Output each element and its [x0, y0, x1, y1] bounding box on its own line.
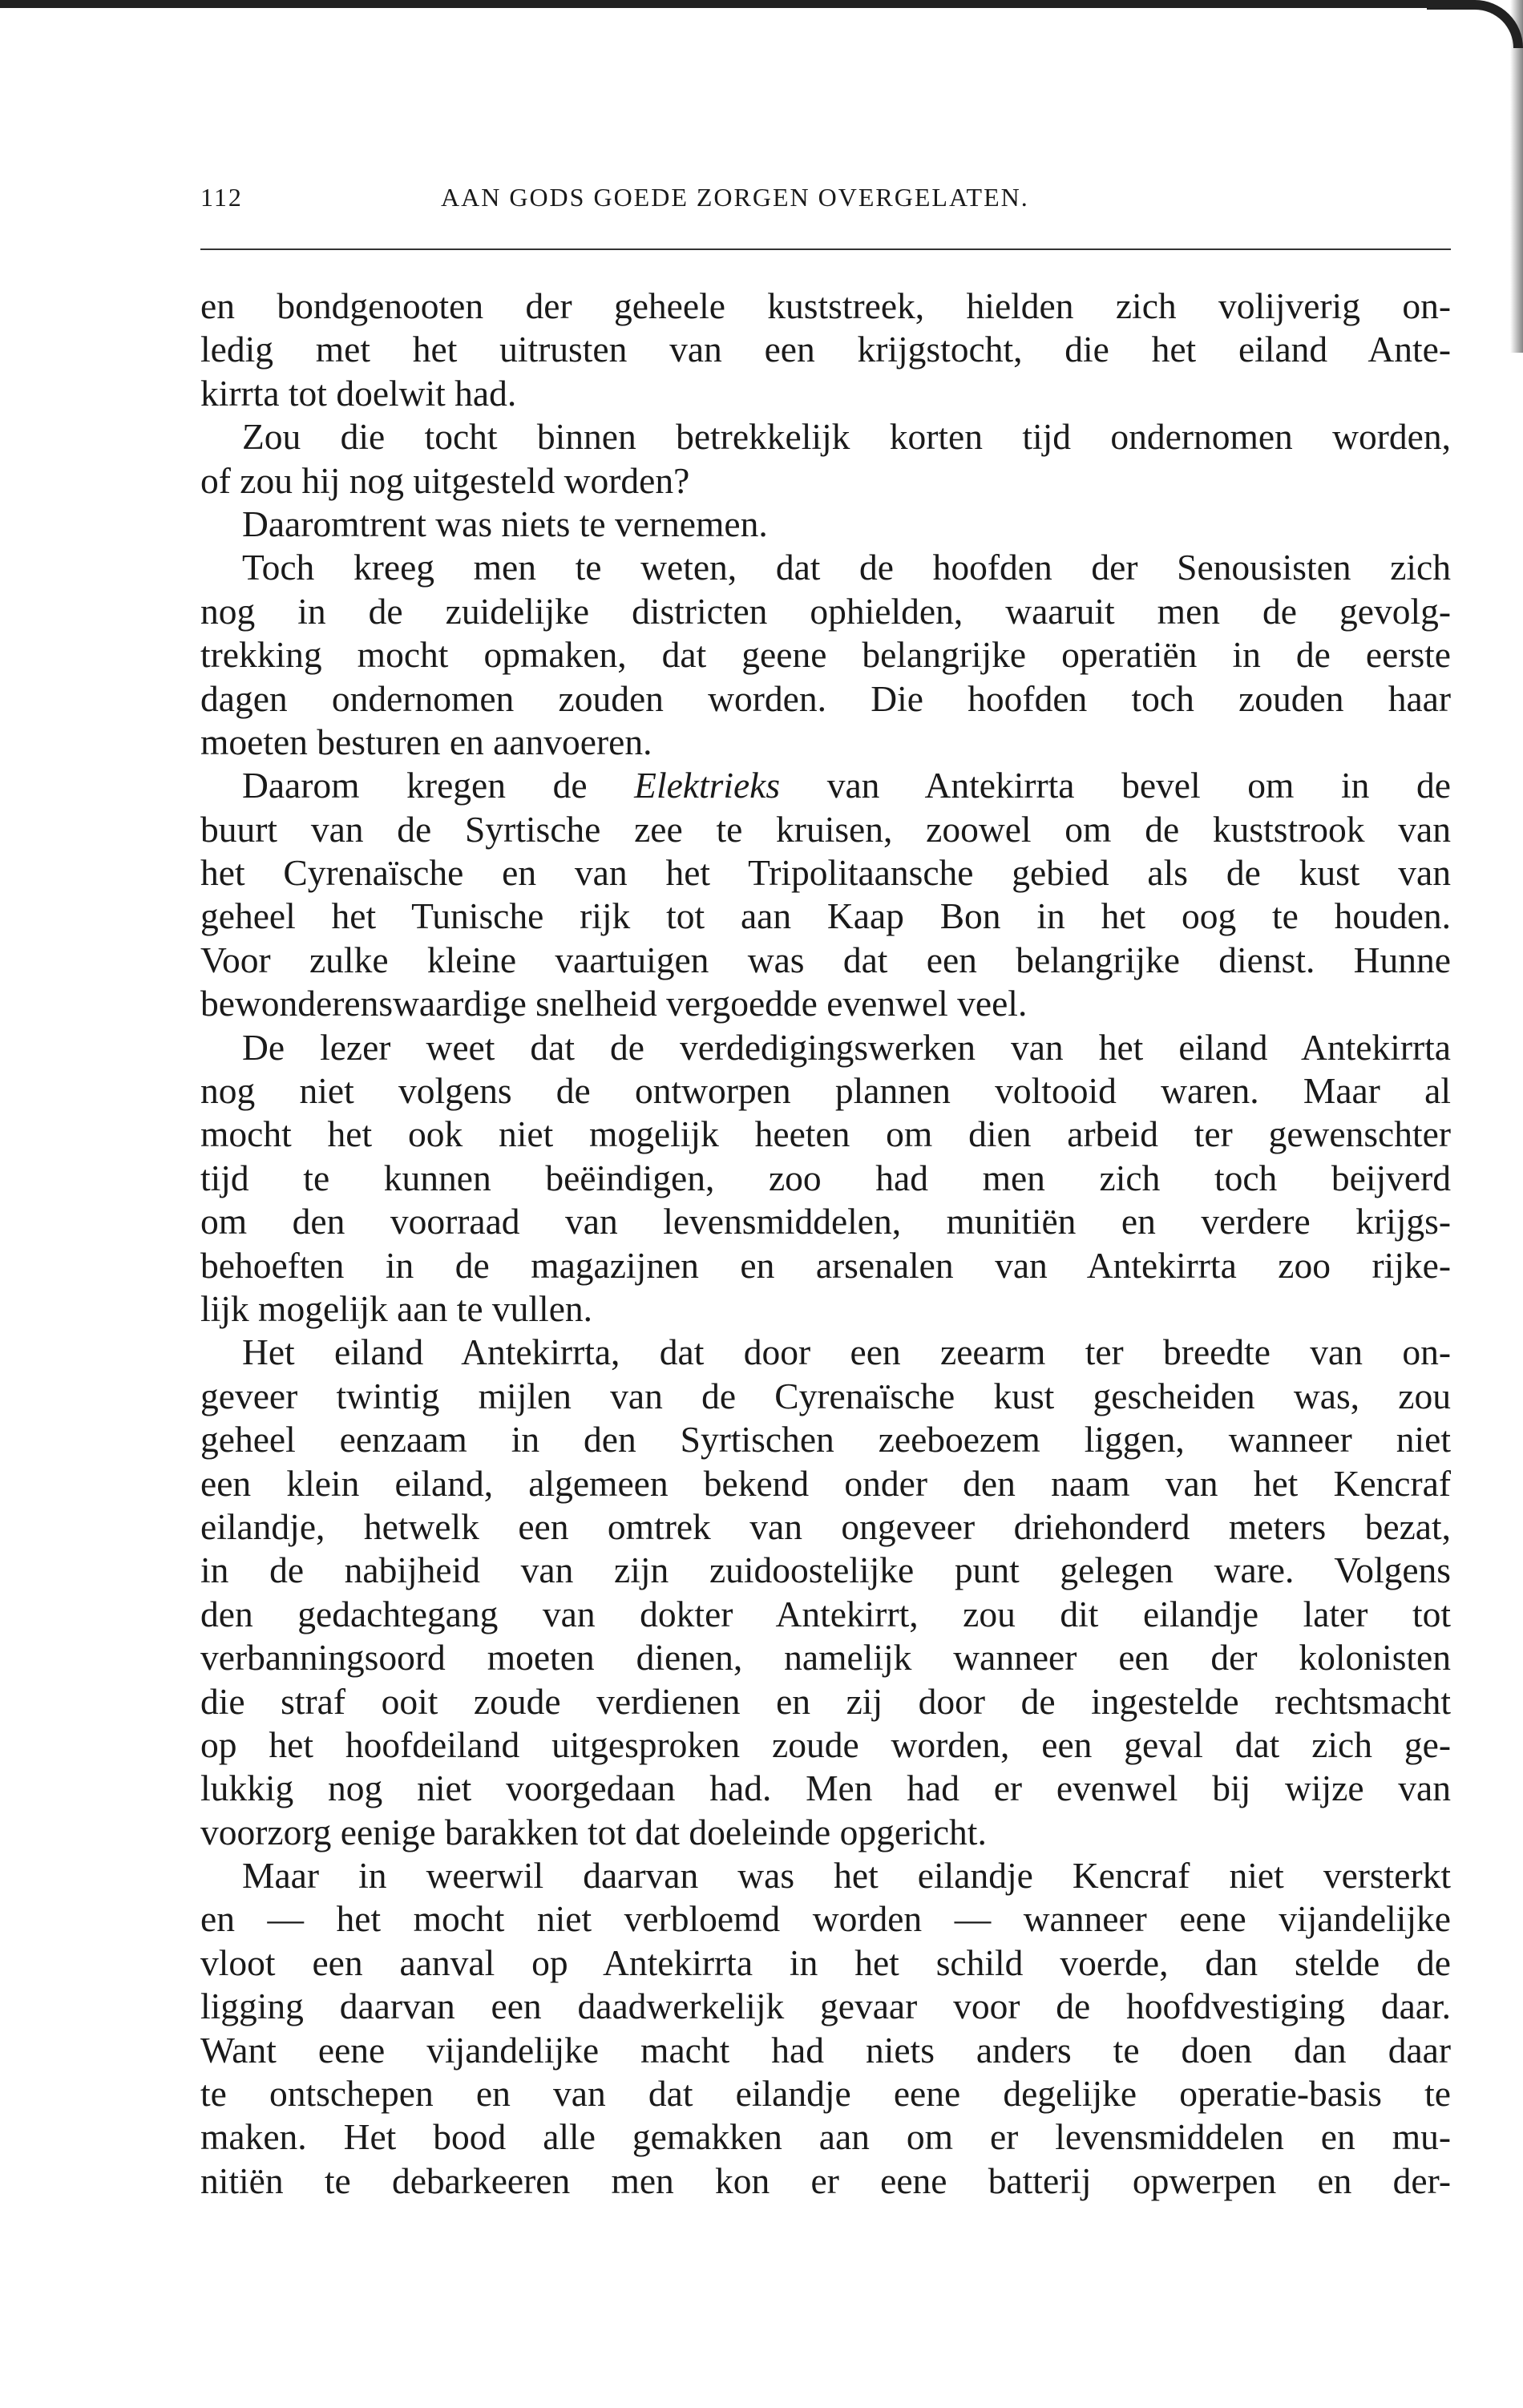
text-line: die straf ooit zoude verdienen en zij door de ingestelde rechtsmacht — [200, 1680, 1451, 1722]
text-line: lukkig nog niet voorgedaan had. Men had er evenwel bij wijze van — [200, 1768, 1451, 1809]
text-line: ligging daarvan een daadwerkelijk gevaar voor de hoofdvestiging daar. — [200, 1986, 1451, 2027]
text-line: De lezer weet dat de verdedigingswerken van het eiland Antekirrta — [242, 1026, 1451, 1068]
text-line: geheel het Tunische rijk tot aan Kaap Bon in het oog te houden. — [200, 895, 1451, 937]
running-title: AAN GODS GOEDE ZORGEN OVERGELATEN. — [441, 183, 1029, 212]
text-line: voorzorg eenige barakken tot dat doeleinde opgericht. — [200, 1811, 987, 1852]
text-line — [200, 764, 1451, 807]
text-line: buurt van de Syrtische zee te kruisen, zoowel om de kuststrook van — [200, 808, 1451, 850]
text-line: het Cyrenaïsche en van het Tripolitaansche gebied als de kust van — [200, 852, 1451, 894]
text-line: om den voorraad van levensmiddelen, munitiën en verdere krijgs- — [200, 1201, 1451, 1242]
text-line: Maar in weerwil daarvan was het eilandje Kencraf niet versterkt — [242, 1855, 1451, 1897]
text-line: Daaromtrent was niets te vernemen. — [242, 503, 768, 544]
text-line: Zou die tocht binnen betrekkelijk korten tijd ondernomen worden, — [242, 416, 1451, 458]
text-line: en bondgenooten der geheele kuststreek, hielden zich volijverig on- — [200, 285, 1451, 326]
text-line: of zou hij nog uitgesteld worden? — [200, 459, 690, 501]
text-line: nog in de zuidelijke districten ophielden, waaruit men de gevolg- — [200, 590, 1451, 632]
text-line: behoeften in de magazijnen en arsenalen van Antekirrta zoo rijke- — [200, 1244, 1451, 1286]
text-line: den gedachtegang van dokter Antekirrt, zou dit eilandje later tot — [200, 1593, 1451, 1634]
text-fragment: van Antekirrta bevel om in de — [826, 765, 1451, 806]
text-line: moeten besturen en aanvoeren. — [200, 721, 652, 762]
text-line: nitiën te debarkeeren men kon er eene batterij opwerpen en der- — [200, 2160, 1451, 2201]
page-number: 112 — [200, 183, 243, 212]
text-line: maken. Het bood alle gemakken aan om er levensmiddelen en mu- — [200, 2116, 1451, 2158]
text-line: eilandje, hetwelk een omtrek van ongeveer driehonderd meters bezat, — [200, 1505, 1451, 1547]
text-line: Het eiland Antekirrta, dat door een zeearm ter breedte van on- — [242, 1331, 1451, 1373]
text-line: nog niet volgens de ontworpen plannen voltooid waren. Maar al — [200, 1070, 1451, 1112]
ship-name-italic: Elektrieks — [634, 765, 781, 806]
page-right-edge-shadow — [1510, 0, 1523, 353]
header-rule — [200, 248, 1451, 250]
text-line: en — het mocht niet verbloemd worden — wanneer eene vijandelijke — [200, 1898, 1451, 1940]
text-line: ledig met het uitrusten van een krijgstocht, die het eiland Ante- — [200, 329, 1451, 370]
text-line: een klein eiland, algemeen bekend onder den naam van het Kencraf — [200, 1462, 1451, 1504]
text-line: verbanningsoord moeten dienen, namelijk wanneer een der kolonisten — [200, 1637, 1451, 1679]
running-head — [200, 183, 1451, 223]
text-line: Voor zulke kleine vaartuigen was dat een belangrijke dienst. Hunne — [200, 939, 1451, 980]
body-text — [200, 285, 1451, 2203]
text-line: Toch kreeg men te weten, dat de hoofden der Senousisten zich — [242, 547, 1451, 588]
text-line: mocht het ook niet mogelijk heeten om dien arbeid ter gewenschter — [200, 1113, 1451, 1155]
text-fragment: Daarom kregen de — [242, 765, 588, 806]
page-top-edge — [0, 0, 1435, 8]
text-line: vloot een aanval op Antekirrta in het schild voerde, dan stelde de — [200, 1941, 1451, 1983]
text-line: geveer twintig mijlen van de Cyrenaïsche kust gescheiden was, zou — [200, 1375, 1451, 1416]
text-line: Want eene vijandelijke macht had niets anders te doen dan daar — [200, 2029, 1451, 2071]
page-corner-curl — [1427, 0, 1523, 48]
text-line: te ontschepen en van dat eilandje eene degelijke operatie-basis te — [200, 2073, 1451, 2115]
text-line: op het hoofdeiland uitgesproken zoude worden, een geval dat zich ge- — [200, 1723, 1451, 1765]
text-line: lijk mogelijk aan te vullen. — [200, 1287, 593, 1329]
text-line: tijd te kunnen beëindigen, zoo had men zich toch beijverd — [200, 1157, 1451, 1198]
text-line: geheel eenzaam in den Syrtischen zeeboezem liggen, wanneer niet — [200, 1419, 1451, 1461]
text-line: bewonderenswaardige snelheid vergoedde evenwel veel. — [200, 983, 1028, 1024]
text-line: dagen ondernomen zouden worden. Die hoofden toch zouden haar — [200, 677, 1451, 719]
text-line: kirrta tot doelwit had. — [200, 372, 517, 414]
text-line: trekking mocht opmaken, dat geene belangrijke operatiën in de eerste — [200, 634, 1451, 676]
text-line: in de nabijheid van zijn zuidoostelijke punt gelegen ware. Volgens — [200, 1549, 1451, 1591]
